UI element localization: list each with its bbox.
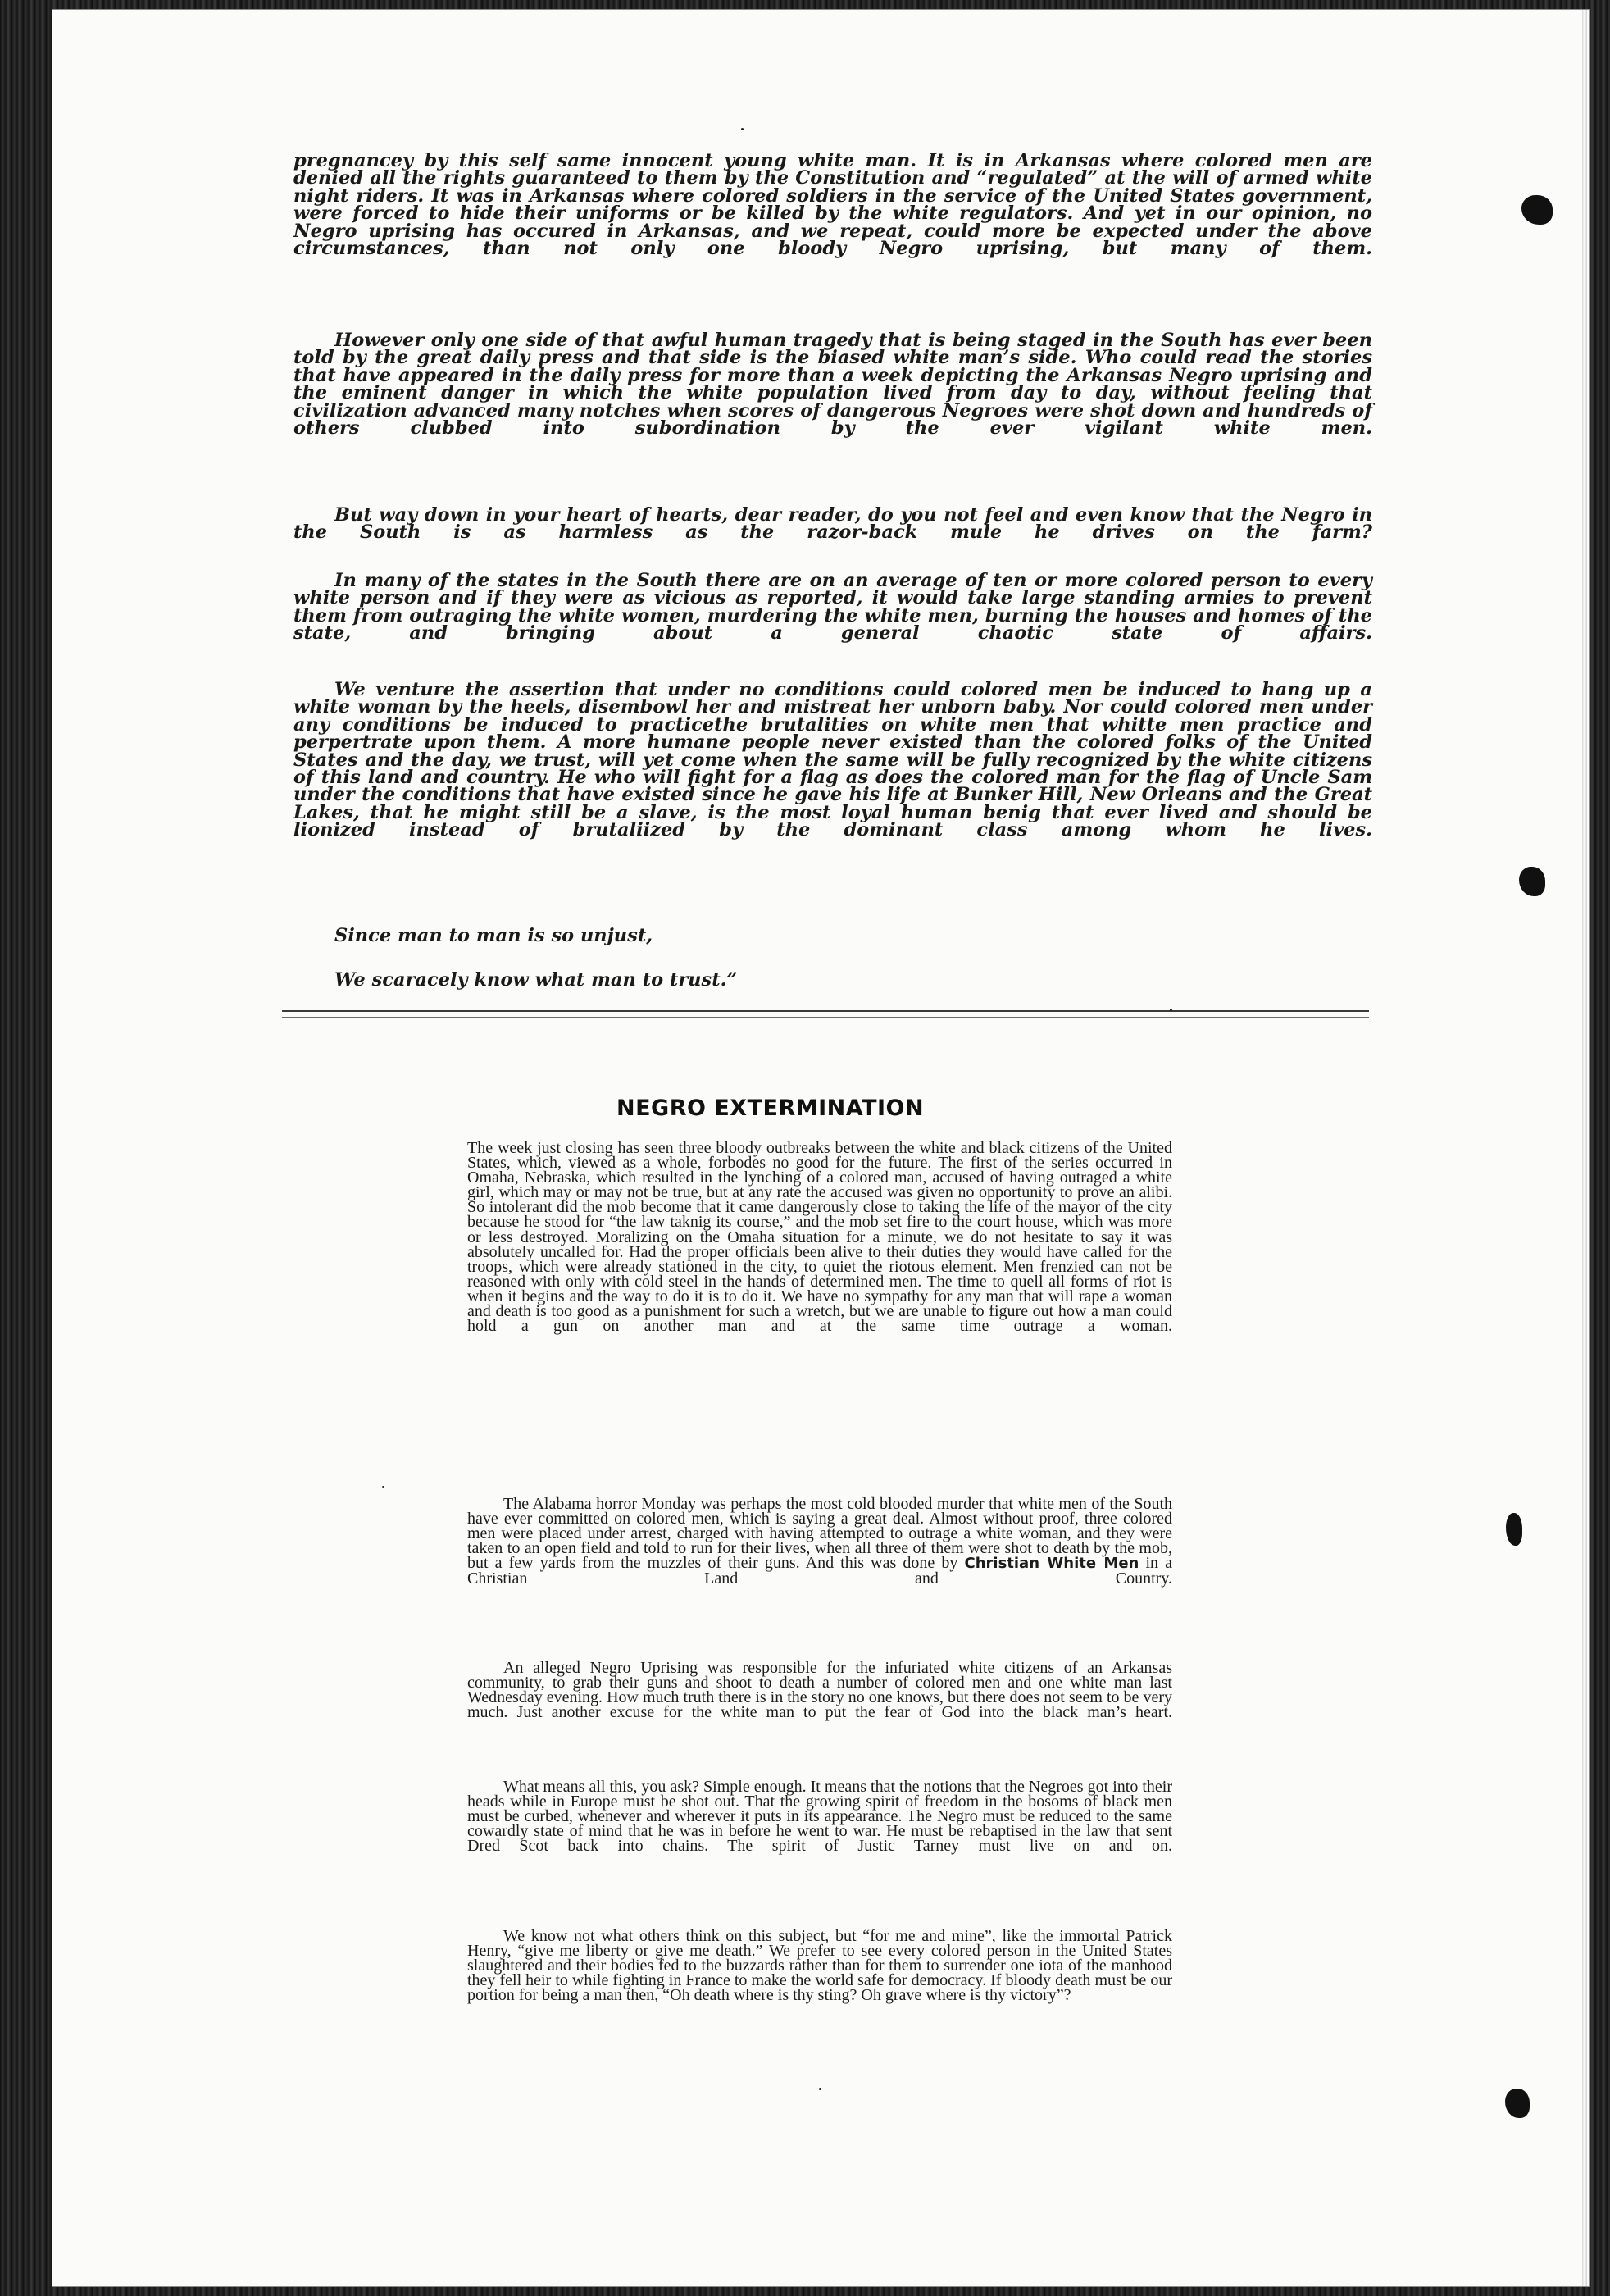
ink-speck — [1170, 1009, 1172, 1011]
paragraph-one-side-tragedy: However only one side of that awful human tragedy that is being staged in the South has ever been told by the great daily press and that side is the biased white man’s side. Who could read the stories that have appeared in the daily press for more than a week depicting the Arkansas Negro uprising and the eminent danger in which the white population lived from day to day, without feeling that civilization advanced many notches when scores of dangerous Negroes were shot down and hundreds of others clubbed into subordination by the ever vigilant white men. — [293, 330, 1372, 440]
verse-line-2: We scaracely know what man to trust.” — [334, 969, 738, 991]
ink-blot-bottom — [1505, 2089, 1530, 2118]
article-alabama-text-end: in a Christian Land and Country. — [467, 1554, 1173, 1588]
article-paragraph-alabama — [467, 1496, 1172, 1587]
paragraph-states-in-south: In many of the states in the South there are on an average of ten or more colored person to every white person and if they were as vicious as reported, it would take large standing armies to prevent them from outraging the white women, murdering the white men, burning the houses and homes of the state, and bringing about a general chaotic state of affairs. — [293, 570, 1372, 645]
article-paragraph-arkansas: An alleged Negro Uprising was responsible for the infuriated white citizens of an Arkansas community, to grab their guns and shoot to death a number of colored men and one white man last Wednesday evening. How much truth there is in the story no one knows, but there does not seem to be very much. Just another excuse for the white man to put the fear of God into the black man’s heart. — [467, 1659, 1172, 1722]
page-edge — [1582, 10, 1587, 2286]
ink-blot-top — [1521, 195, 1553, 225]
article-paragraph-we-know-not: We know not what others think on this subject, but “for me and mine”, like the immortal Patrick Henry, “give me liberty or give me death.” We prefer to see every colored person in the United States slaughtered and their bodies fed to the buzzards rather than for them to surrender one iota of the manhood they fell heir to while fighting in France to make the world safe for democracy. If bloody death must be our portion for being a man then, “Oh death where is thy sting? Oh grave where is thy victory”? — [467, 1927, 1172, 2005]
article-headline: NEGRO EXTERMINATION — [616, 1096, 925, 1121]
verse-line-1: Since man to man is so unjust, — [334, 925, 653, 946]
article-alabama-text: The Alabama horror Monday was perhaps the most cold blooded murder that white men of the South have ever committed on colored men, which is saying a great deal. Almost without proof, three colored men were placed under arrest, charged with having attempted to outrage a white woman, and they were taken to an open field and told to run for their lives, when all three of them were shot to death by the mob, but a few yards from the muzzles of their guns. And this was done by — [467, 1495, 1172, 1573]
section-divider-top — [282, 1010, 1369, 1012]
ink-speck — [382, 1486, 384, 1488]
paragraph-arkansas-rights: pregnancey by this self same innocent young white man. It is in Arkansas where colored men are denied all the rights guaranteed to them by the Constitution and “regulated” at the will of armed white night riders. It was in Arkansas where colored soldiers in the service of the United States government, were forced to hide their uniforms or be killed by the white regulators. And yet in our opinion, no Negro uprising has occured in Arkansas, and we repeat, could more be expected under the above circumstances, than not only one bloody Negro uprising, but many of them. — [293, 150, 1372, 260]
article-paragraph-omaha: The week just closing has seen three bloody outbreaks between the white and black citizens of the United States, which, viewed as a whole, forbodes no good for the future. The first of the series occurred in Omaha, Nebraska, which resulted in the lynching of a colored man, accused of having outraged a white girl, which may or may not be true, but at any rate the accused was given no opportunity to prove an alibi. So intolerant did the mob become that it came dangerously close to taking the life of the mayor of the city because he stood for “the law taknig its course,” and the mob set fire to the court house, which was more or less destroyed. Moralizing on the Omaha situation for a minute, we do not hesitate to say it was absolutely uncalled for. Had the proper officials been alive to their duties they would have called for the troops, which were already stationed in the city, to quiet the riotous element. Men frenzied can not be reasoned with only with cold steel in the hands of determined men. The time to quell all forms of riot is when it begins and the way to do it is to do it. We have no sympathy for any man that will rape a woman and death is too good as a punishment for such a wretch, but we are unable to figure out how a man could hold a gun on another man and at the same time outrage a woman. — [467, 1139, 1172, 1336]
article-paragraph-what-means: What means all this, you ask? Simple enough. It means that the notions that the Negroes got into their heads while in Europe must be shot out. That the growing spirit of freedom in the bosoms of black men must be curbed, whenever and wherever it puts in its appearance. The Negro must be reduced to the same cowardly state of mind that he was in before he went to war. He must be rebaptised in the law that sent Dred Scot back into chains. The spirit of Justic Tarney must live on and on. — [467, 1778, 1172, 1856]
paragraph-venture-assertion: We venture the assertion that under no conditions could colored men be induced to hang up a white woman by the heels, disembowl her and mistreat her unborn baby. Nor could colored men under any conditions be induced to practicethe brutalities on white men that whitte men practice and perpertrate upon them. A more humane people never existed than the colored folks of the United States and the day, we trust, will yet come when the same will be fully recognized by the white citizens of this land and country. He who will fight for a flag as does the colored man for the flag of Uncle Sam under the conditions that have existed since he gave his life at Bunker Hill, New Orleans and the Great Lakes, that he might still be a slave, is the most loyal human benig that ever lived and should be lionized instead of brutaliized by the dominant class among whom he lives. — [293, 679, 1372, 841]
ink-speck — [819, 2088, 821, 2090]
ink-blot-lower — [1506, 1513, 1522, 1546]
emphasized-phrase: Christian White Men — [964, 1555, 1139, 1573]
section-divider-bottom — [282, 1017, 1369, 1018]
ink-blot-middle — [1519, 867, 1545, 896]
ink-speck — [741, 128, 744, 130]
paragraph-heart-of-hearts: But way down in your heart of hearts, dear reader, do you not feel and even know that the Negro in the South is as harmless as the razor-back mule he drives on the farm? — [293, 504, 1372, 544]
